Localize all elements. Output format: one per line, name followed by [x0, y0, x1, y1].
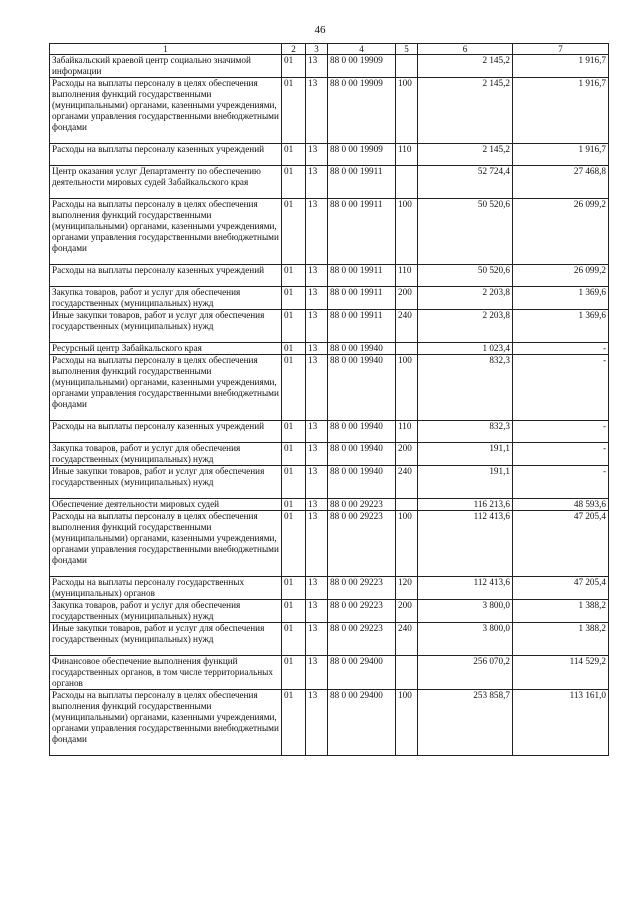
row-name-cell: Закупка товаров, работ и услуг для обеспечения государственных (муниципальных) нужд — [50, 443, 282, 466]
actual-amount-cell: 1 369,6 — [513, 287, 609, 310]
expense-type-cell — [396, 55, 418, 78]
expense-type-cell — [396, 343, 418, 355]
plan-amount-cell: 3 800,0 — [418, 600, 513, 623]
plan-amount-cell: 50 520,6 — [418, 199, 513, 265]
table-row — [50, 343, 609, 355]
expense-type-cell: 110 — [396, 144, 418, 166]
target-code-cell: 88 0 00 19909 — [328, 78, 396, 144]
actual-amount-cell: 1 388,2 — [513, 600, 609, 623]
target-code-cell: 88 0 00 19911 — [328, 310, 396, 343]
header-cell: 2 — [282, 44, 306, 55]
actual-amount-cell: 1 388,2 — [513, 623, 609, 656]
table-row — [50, 600, 609, 623]
section-code-cell: 01 — [282, 55, 306, 78]
actual-amount-cell: 113 161,0 — [513, 690, 609, 756]
plan-amount-cell: 112 413,6 — [418, 577, 513, 600]
header-cell: 1 — [50, 44, 282, 55]
plan-amount-cell: 832,3 — [418, 421, 513, 443]
target-code-cell: 88 0 00 19909 — [328, 144, 396, 166]
section-code-cell: 01 — [282, 265, 306, 287]
expense-type-cell: 100 — [396, 355, 418, 421]
header-cell: 7 — [513, 44, 609, 55]
actual-amount-cell: - — [513, 343, 609, 355]
subsection-code-cell: 13 — [306, 623, 328, 656]
table-row — [50, 310, 609, 343]
actual-amount-cell: 1 369,6 — [513, 310, 609, 343]
actual-amount-cell: 1 916,7 — [513, 78, 609, 144]
subsection-code-cell: 13 — [306, 55, 328, 78]
target-code-cell: 88 0 00 19940 — [328, 466, 396, 499]
subsection-code-cell: 13 — [306, 577, 328, 600]
target-code-cell: 88 0 00 29223 — [328, 499, 396, 511]
row-name-cell: Иные закупки товаров, работ и услуг для обеспечения государственных (муниципальных) нужд — [50, 310, 282, 343]
table-row — [50, 466, 609, 499]
header-cell: 6 — [418, 44, 513, 55]
row-name-cell: Закупка товаров, работ и услуг для обеспечения государственных (муниципальных) нужд — [50, 287, 282, 310]
target-code-cell: 88 0 00 29223 — [328, 623, 396, 656]
target-code-cell: 88 0 00 19909 — [328, 55, 396, 78]
budget-table — [49, 43, 609, 756]
target-code-cell: 88 0 00 19940 — [328, 421, 396, 443]
row-name-cell: Расходы на выплаты персоналу в целях обеспечения выполнения функций государственными (муниципальными) органами, казенными учреждениями, органами управления государственными внебюджетными фондами — [50, 690, 282, 756]
plan-amount-cell: 2 145,2 — [418, 144, 513, 166]
target-code-cell: 88 0 00 29400 — [328, 656, 396, 690]
subsection-code-cell: 13 — [306, 310, 328, 343]
section-code-cell: 01 — [282, 355, 306, 421]
target-code-cell: 88 0 00 19911 — [328, 265, 396, 287]
actual-amount-cell: 47 205,4 — [513, 577, 609, 600]
row-name-cell: Закупка товаров, работ и услуг для обеспечения государственных (муниципальных) нужд — [50, 600, 282, 623]
expense-type-cell: 240 — [396, 623, 418, 656]
subsection-code-cell: 13 — [306, 499, 328, 511]
row-name-cell: Расходы на выплаты персоналу в целях обеспечения выполнения функций государственными (муниципальными) органами, казенными учреждениями, органами управления государственными внебюджетными фондами — [50, 355, 282, 421]
page-number: 46 — [314, 24, 326, 36]
actual-amount-cell: - — [513, 443, 609, 466]
section-code-cell: 01 — [282, 511, 306, 577]
section-code-cell: 01 — [282, 199, 306, 265]
expense-type-cell: 240 — [396, 466, 418, 499]
section-code-cell: 01 — [282, 144, 306, 166]
target-code-cell: 88 0 00 29223 — [328, 577, 396, 600]
table-row — [50, 577, 609, 600]
actual-amount-cell: 48 593,6 — [513, 499, 609, 511]
table-row — [50, 690, 609, 756]
subsection-code-cell: 13 — [306, 600, 328, 623]
plan-amount-cell: 191,1 — [418, 443, 513, 466]
plan-amount-cell: 832,3 — [418, 355, 513, 421]
row-name-cell: Обеспечение деятельности мировых судей — [50, 499, 282, 511]
plan-amount-cell: 2 145,2 — [418, 55, 513, 78]
subsection-code-cell: 13 — [306, 78, 328, 144]
subsection-code-cell: 13 — [306, 144, 328, 166]
plan-amount-cell: 50 520,6 — [418, 265, 513, 287]
subsection-code-cell: 13 — [306, 443, 328, 466]
subsection-code-cell: 13 — [306, 343, 328, 355]
target-code-cell: 88 0 00 19940 — [328, 343, 396, 355]
actual-amount-cell: 1 916,7 — [513, 55, 609, 78]
section-code-cell: 01 — [282, 287, 306, 310]
subsection-code-cell: 13 — [306, 355, 328, 421]
subsection-code-cell: 13 — [306, 265, 328, 287]
expense-type-cell: 200 — [396, 600, 418, 623]
table-row — [50, 265, 609, 287]
target-code-cell: 88 0 00 19911 — [328, 166, 396, 199]
actual-amount-cell: 114 529,2 — [513, 656, 609, 690]
actual-amount-cell: - — [513, 466, 609, 499]
table-row — [50, 166, 609, 199]
target-code-cell: 88 0 00 29223 — [328, 600, 396, 623]
plan-amount-cell: 112 413,6 — [418, 511, 513, 577]
table-row — [50, 443, 609, 466]
subsection-code-cell: 13 — [306, 656, 328, 690]
row-name-cell: Расходы на выплаты персоналу государственных (муниципальных) органов — [50, 577, 282, 600]
plan-amount-cell: 2 203,8 — [418, 310, 513, 343]
actual-amount-cell: 1 916,7 — [513, 144, 609, 166]
table-row — [50, 421, 609, 443]
target-code-cell: 88 0 00 29223 — [328, 511, 396, 577]
plan-amount-cell: 2 203,8 — [418, 287, 513, 310]
row-name-cell: Финансовое обеспечение выполнения функций государственных органов, в том числе территориальных органов — [50, 656, 282, 690]
table-row — [50, 199, 609, 265]
row-name-cell: Расходы на выплаты персоналу казенных учреждений — [50, 265, 282, 287]
row-name-cell: Расходы на выплаты персоналу казенных учреждений — [50, 421, 282, 443]
header-cell: 4 — [328, 44, 396, 55]
subsection-code-cell: 13 — [306, 466, 328, 499]
table-row — [50, 144, 609, 166]
section-code-cell: 01 — [282, 577, 306, 600]
header-cell: 5 — [396, 44, 418, 55]
target-code-cell: 88 0 00 19940 — [328, 443, 396, 466]
actual-amount-cell: 26 099,2 — [513, 199, 609, 265]
plan-amount-cell: 253 858,7 — [418, 690, 513, 756]
row-name-cell: Иные закупки товаров, работ и услуг для обеспечения государственных (муниципальных) нужд — [50, 623, 282, 656]
section-code-cell: 01 — [282, 600, 306, 623]
row-name-cell: Расходы на выплаты персоналу в целях обеспечения выполнения функций государственными (муниципальными) органами, казенными учреждениями, органами управления государственными внебюджетными фондами — [50, 199, 282, 265]
subsection-code-cell: 13 — [306, 690, 328, 756]
row-name-cell: Расходы на выплаты персоналу в целях обеспечения выполнения функций государственными (муниципальными) органами, казенными учреждениями, органами управления государственными внебюджетными фондами — [50, 78, 282, 144]
table-row — [50, 78, 609, 144]
header-row — [50, 44, 609, 55]
expense-type-cell — [396, 166, 418, 199]
subsection-code-cell: 13 — [306, 199, 328, 265]
row-name-cell: Забайкальский краевой центр социально значимой информации — [50, 55, 282, 78]
table-row — [50, 287, 609, 310]
plan-amount-cell: 52 724,4 — [418, 166, 513, 199]
expense-type-cell: 200 — [396, 287, 418, 310]
target-code-cell: 88 0 00 19911 — [328, 287, 396, 310]
row-name-cell: Ресурсный центр Забайкальского края — [50, 343, 282, 355]
expense-type-cell: 100 — [396, 511, 418, 577]
section-code-cell: 01 — [282, 499, 306, 511]
table-row — [50, 511, 609, 577]
row-name-cell: Иные закупки товаров, работ и услуг для обеспечения государственных (муниципальных) нужд — [50, 466, 282, 499]
expense-type-cell: 110 — [396, 265, 418, 287]
section-code-cell: 01 — [282, 421, 306, 443]
actual-amount-cell: 27 468,8 — [513, 166, 609, 199]
table-row — [50, 656, 609, 690]
expense-type-cell: 120 — [396, 577, 418, 600]
expense-type-cell: 200 — [396, 443, 418, 466]
table-row — [50, 499, 609, 511]
subsection-code-cell: 13 — [306, 421, 328, 443]
section-code-cell: 01 — [282, 78, 306, 144]
expense-type-cell: 100 — [396, 78, 418, 144]
section-code-cell: 01 — [282, 690, 306, 756]
actual-amount-cell: - — [513, 421, 609, 443]
target-code-cell: 88 0 00 19911 — [328, 199, 396, 265]
expense-type-cell: 110 — [396, 421, 418, 443]
section-code-cell: 01 — [282, 623, 306, 656]
table-row — [50, 623, 609, 656]
section-code-cell: 01 — [282, 166, 306, 199]
row-name-cell: Центр оказания услуг Департаменту по обеспечению деятельности мировых судей Забайкальского края — [50, 166, 282, 199]
section-code-cell: 01 — [282, 343, 306, 355]
actual-amount-cell: 47 205,4 — [513, 511, 609, 577]
expense-type-cell: 100 — [396, 690, 418, 756]
row-name-cell: Расходы на выплаты персоналу в целях обеспечения выполнения функций государственными (муниципальными) органами, казенными учреждениями, органами управления государственными внебюджетными фондами — [50, 511, 282, 577]
row-name-cell: Расходы на выплаты персоналу казенных учреждений — [50, 144, 282, 166]
plan-amount-cell: 1 023,4 — [418, 343, 513, 355]
plan-amount-cell: 2 145,2 — [418, 78, 513, 144]
expense-type-cell — [396, 499, 418, 511]
table-row — [50, 355, 609, 421]
subsection-code-cell: 13 — [306, 511, 328, 577]
subsection-code-cell: 13 — [306, 287, 328, 310]
target-code-cell: 88 0 00 29400 — [328, 690, 396, 756]
actual-amount-cell: 26 099,2 — [513, 265, 609, 287]
section-code-cell: 01 — [282, 656, 306, 690]
target-code-cell: 88 0 00 19940 — [328, 355, 396, 421]
plan-amount-cell: 256 070,2 — [418, 656, 513, 690]
subsection-code-cell: 13 — [306, 166, 328, 199]
section-code-cell: 01 — [282, 443, 306, 466]
plan-amount-cell: 191,1 — [418, 466, 513, 499]
plan-amount-cell: 116 213,6 — [418, 499, 513, 511]
section-code-cell: 01 — [282, 466, 306, 499]
expense-type-cell: 240 — [396, 310, 418, 343]
header-cell: 3 — [306, 44, 328, 55]
table-row — [50, 55, 609, 78]
actual-amount-cell: - — [513, 355, 609, 421]
expense-type-cell: 100 — [396, 199, 418, 265]
section-code-cell: 01 — [282, 310, 306, 343]
expense-type-cell — [396, 656, 418, 690]
plan-amount-cell: 3 800,0 — [418, 623, 513, 656]
